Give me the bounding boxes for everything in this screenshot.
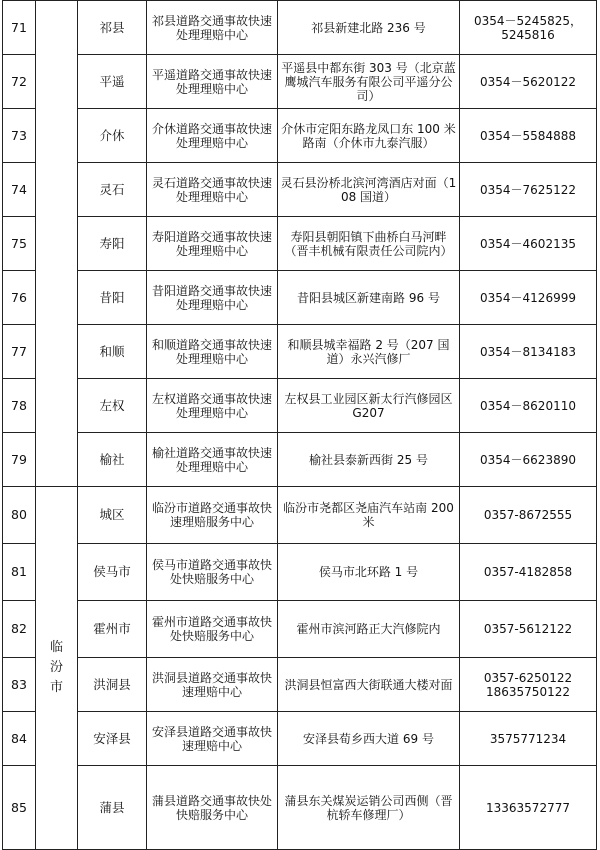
county-cell: 侯马市 [78, 544, 147, 601]
address-cell: 祁县新建北路 236 号 [278, 1, 460, 55]
phone-line: 0354－5245825， [474, 13, 582, 28]
county-cell: 榆社 [78, 433, 147, 487]
county-cell: 介休 [78, 109, 147, 163]
county-cell: 昔阳 [78, 271, 147, 325]
row-number: 83 [3, 658, 36, 712]
center-name-cell: 霍州市道路交通事故快处快赔服务中心 [147, 601, 278, 658]
phone-cell [460, 433, 597, 487]
table-row [3, 271, 597, 325]
phone-line: 3575771234 [489, 731, 567, 746]
address-cell: 临汾市尧都区尧庙汽车站南 200 米 [278, 487, 460, 544]
table-row [3, 487, 597, 544]
row-number: 81 [3, 544, 36, 601]
row-number: 71 [3, 1, 36, 55]
address-cell: 霍州市滨河路正大汽修院内 [278, 601, 460, 658]
phone-line: 0357-8672555 [483, 508, 573, 522]
center-name-cell: 昔阳道路交通事故快速处理理赔中心 [147, 271, 278, 325]
phone-cell [460, 1, 597, 55]
table-row [3, 712, 597, 766]
phone-cell [460, 271, 597, 325]
address-cell: 侯马市北环路 1 号 [278, 544, 460, 601]
center-name-cell: 寿阳道路交通事故快速处理理赔中心 [147, 217, 278, 271]
table-row [3, 766, 597, 850]
county-cell: 灵石 [78, 163, 147, 217]
address-cell: 介休市定阳东路龙凤口东 100 米路南（介休市九泰汽服） [278, 109, 460, 163]
center-name-cell: 蒲县道路交通事故快处快赔服务中心 [147, 766, 278, 850]
center-name-cell: 侯马市道路交通事故快处快赔服务中心 [147, 544, 278, 601]
row-number: 78 [3, 379, 36, 433]
phone-line: 0357-4182858 [483, 565, 573, 579]
address-cell: 寿阳县朝阳镇下曲桥白马河畔（晋丰机械有限责任公司院内） [278, 217, 460, 271]
address-cell: 平遥县中都东街 303 号（北京蓝鹰城汽车服务有限公司平遥分公司） [278, 55, 460, 109]
phone-line: 18635750122 [486, 684, 570, 699]
phone-cell [460, 487, 597, 544]
county-cell: 平遥 [78, 55, 147, 109]
county-cell: 左权 [78, 379, 147, 433]
phone-line: 0354－4126999 [480, 290, 576, 305]
phone-cell [460, 163, 597, 217]
table-row [3, 601, 597, 658]
phone-line: 0354－8134183 [480, 344, 576, 359]
address-cell: 洪洞县恒富西大街联通大楼对面 [278, 658, 460, 712]
phone-cell [460, 601, 597, 658]
phone-line: 0354－7625122 [480, 182, 576, 197]
table-row [3, 325, 597, 379]
center-name-cell: 灵石道路交通事故快速处理理赔中心 [147, 163, 278, 217]
table-row [3, 1, 597, 55]
address-cell: 和顺县城幸福路 2 号（207 国道）永兴汽修厂 [278, 325, 460, 379]
phone-line: 0354－6623890 [480, 452, 576, 467]
row-number: 84 [3, 712, 36, 766]
row-number: 75 [3, 217, 36, 271]
table-row [3, 217, 597, 271]
phone-line: 5245816 [501, 27, 555, 42]
phone-cell [460, 544, 597, 601]
center-name-cell: 临汾市道路交通事故快速理赔服务中心 [147, 487, 278, 544]
address-cell: 榆社县泰新西街 25 号 [278, 433, 460, 487]
address-cell: 灵石县汾桥北滨河湾酒店对面（108 国道） [278, 163, 460, 217]
phone-cell [460, 325, 597, 379]
phone-line: 0354－5620122 [480, 74, 576, 89]
county-cell: 霍州市 [78, 601, 147, 658]
county-cell: 寿阳 [78, 217, 147, 271]
phone-cell [460, 766, 597, 850]
row-number: 74 [3, 163, 36, 217]
center-name-cell: 平遥道路交通事故快速处理理赔中心 [147, 55, 278, 109]
phone-line: 0354－4602135 [480, 236, 576, 251]
center-name-cell: 左权道路交通事故快速处理理赔中心 [147, 379, 278, 433]
phone-cell [460, 109, 597, 163]
center-name-cell: 榆社道路交通事故快速处理理赔中心 [147, 433, 278, 487]
phone-cell [460, 379, 597, 433]
row-number: 77 [3, 325, 36, 379]
phone-line: 0354－8620110 [480, 398, 576, 413]
county-cell: 祁县 [78, 1, 147, 55]
table-row [3, 163, 597, 217]
region-cell-linfen: 临 汾 市 [36, 487, 78, 850]
phone-line: 0357-6250122 [483, 670, 573, 685]
county-cell: 和顺 [78, 325, 147, 379]
row-number: 79 [3, 433, 36, 487]
county-cell: 洪洞县 [78, 658, 147, 712]
phone-line: 0357-5612122 [483, 622, 573, 636]
region-cell-blank [36, 1, 78, 487]
table-row [3, 544, 597, 601]
center-name-cell: 介休道路交通事故快速处理理赔中心 [147, 109, 278, 163]
phone-cell [460, 658, 597, 712]
address-cell: 蒲县东关煤炭运销公司西侧（晋杭轿车修理厂） [278, 766, 460, 850]
phone-cell [460, 712, 597, 766]
center-name-cell: 祁县道路交通事故快速处理理赔中心 [147, 1, 278, 55]
claims-center-table [2, 0, 597, 850]
address-cell: 安泽县荀乡西大道 69 号 [278, 712, 460, 766]
center-name-cell: 和顺道路交通事故快速处理理赔中心 [147, 325, 278, 379]
table-row [3, 433, 597, 487]
county-cell: 安泽县 [78, 712, 147, 766]
county-cell: 城区 [78, 487, 147, 544]
table-row [3, 55, 597, 109]
address-cell: 左权县工业园区新太行汽修园区 G207 [278, 379, 460, 433]
address-cell: 昔阳县城区新建南路 96 号 [278, 271, 460, 325]
center-name-cell: 安泽县道路交通事故快速理赔中心 [147, 712, 278, 766]
phone-cell [460, 55, 597, 109]
row-number: 85 [3, 766, 36, 850]
phone-line: 13363572777 [486, 800, 570, 815]
table-row [3, 658, 597, 712]
county-cell: 蒲县 [78, 766, 147, 850]
row-number: 72 [3, 55, 36, 109]
row-number: 76 [3, 271, 36, 325]
row-number: 80 [3, 487, 36, 544]
table-row [3, 379, 597, 433]
phone-cell [460, 217, 597, 271]
center-name-cell: 洪洞县道路交通事故快速理赔中心 [147, 658, 278, 712]
phone-line: 0354－5584888 [480, 128, 576, 143]
table-row [3, 109, 597, 163]
row-number: 73 [3, 109, 36, 163]
row-number: 82 [3, 601, 36, 658]
